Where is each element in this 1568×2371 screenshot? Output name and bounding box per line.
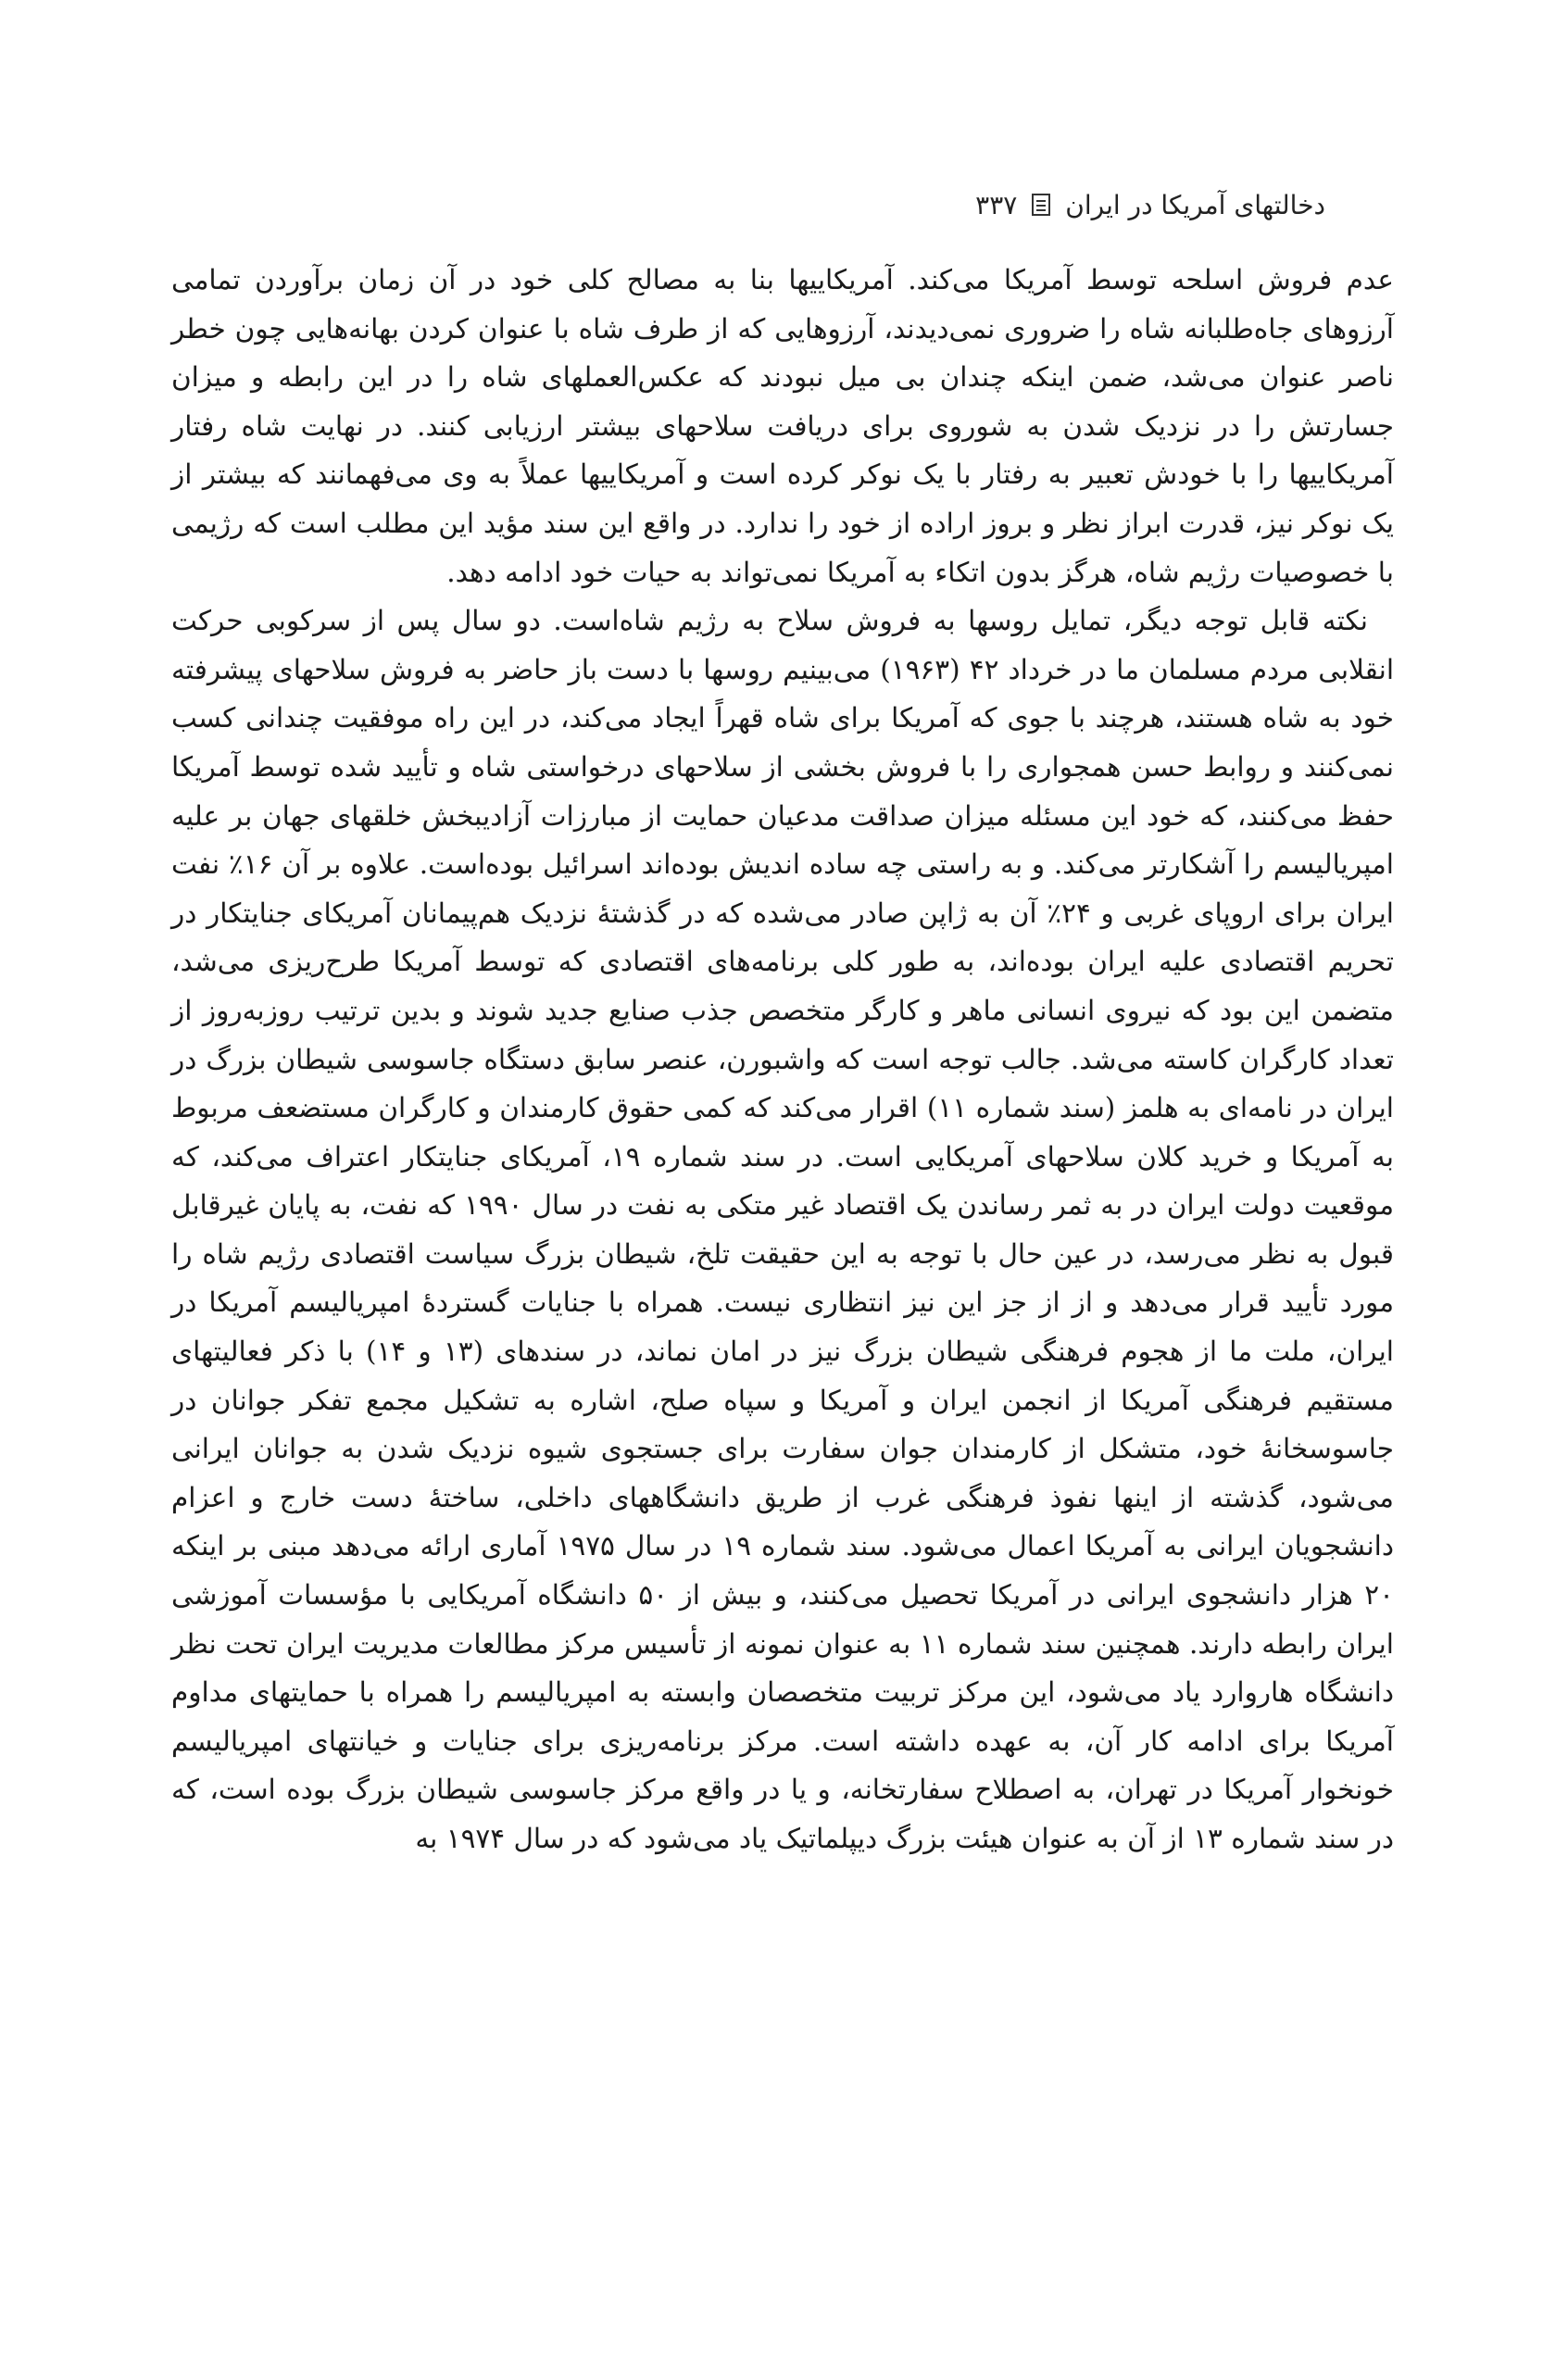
page-number: ۳۳۷ [975,189,1018,220]
paragraph-2: نکته قابل توجه دیگر، تمایل روسها به فروش سلاح به رژیم شاه‌است. دو سال پس از سرکوبی حرکت انقلابی مردم مسلمان ما در خرداد ۴۲ (۱۹۶۳) می‌بینیم روسها با دست باز حاضر به فروش سلاحهای پیشرفته خود به شاه هستند، هرچند با جوی که آمریکا برای شاه قهراً ایجاد می‌کند، در این راه موفقیت چندانی کسب نمی‌کنند و روابط حسن همجواری را با فروش بخشی از سلاحهای درخواستی شاه و تأیید شده توسط آمریکا حفظ می‌کنند، که خود این مسئله میزان صداقت مدعیان حمایت از مبارزات آزادیبخش خلقهای جهان بر علیه امپریالیسم را آشکارتر می‌کند. و به راستی چه ساده اندیش بوده‌اند اسرائیل بوده‌است. علاوه بر آن ۱۶٪ نفت ایران برای اروپای غربی و ۲۴٪ آن به ژاپن صادر می‌شده که در گذشتهٔ نزدیک هم‌پیمانان آمریکای جنایتکار در تحریم اقتصادی علیه ایران بوده‌اند، به طور کلی برنامه‌های اقتصادی که توسط آمریکا طرح‌ریزی می‌شد، متضمن این بود که نیروی انسانی ماهر و کارگر متخصص جذب صنایع جدید شوند و بدین ترتیب روزبه‌روز از تعداد کارگران کاسته می‌شد. جالب توجه است که واشبورن، عنصر سابق دستگاه جاسوسی شیطان بزرگ در ایران در نامه‌ای به هلمز (سند شماره ۱۱) اقرار می‌کند که کمی حقوق کارمندان و کارگران مستضعف مربوط به آمریکا و خرید کلان سلاحهای آمریکایی است. در سند شماره ۱۹، آمریکای جنایتکار اعتراف می‌کند، که موقعیت دولت ایران در به ثمر رساندن یک اقتصاد غیر متکی به نفت در سال ۱۹۹۰ که نفت، به پایان غیرقابل قبول به نظر می‌رسد، در عین حال با توجه به این حقیقت تلخ، شیطان بزرگ سیاست اقتصادی رژیم شاه را مورد تأیید قرار می‌دهد و از از جز این نیز انتظاری نیست. همراه با جنایات گستردهٔ امپریالیسم آمریکا در ایران، ملت ما از هجوم فرهنگی شیطان بزرگ نیز در امان نماند، در سندهای (۱۳ و ۱۴) با ذکر فعالیتهای مستقیم فرهنگی آمریکا از انجمن ایران و آمریکا و سپاه صلح، اشاره به تشکیل مجمع تفکر جوانان در جاسوسخانهٔ خود، متشکل از کارمندان جوان سفارت برای جستجوی شیوه نزدیک شدن به جوانان ایرانی می‌شود، گذشته از اینها نفوذ فرهنگی غرب از طریق دانشگاههای داخلی، ساختهٔ دست خارج و اعزام دانشجویان ایرانی به آمریکا اعمال می‌شود. سند شماره ۱۹ در سال ۱۹۷۵ آماری ارائه می‌دهد مبنی بر اینکه ۲۰ هزار دانشجوی ایرانی در آمریکا تحصیل می‌کنند، و بیش از ۵۰ دانشگاه آمریکایی با مؤسسات آموزشی ایران رابطه دارند. همچنین سند شماره ۱۱ به عنوان نمونه از تأسیس مرکز مطالعات مدیریت ایران تحت نظر دانشگاه هاروارد یاد می‌شود، این مرکز تربیت متخصصان وابسته به امپریالیسم را همراه با حمایتهای مداوم آمریکا برای ادامه کار آن، به عهده داشته است. مرکز برنامه‌ریزی برای جنایات و خیانتهای امپریالیسم خونخوار آمریکا در تهران، به اصطلاح سفارتخانه، و یا در واقع مرکز جاسوسی شیطان بزرگ بوده است، که در سند شماره ۱۳ از آن به عنوان هیئت بزرگ دیپلماتیک یاد می‌شود که در سال ۱۹۷۴ به [171,605,1395,1854]
paragraph-1: عدم فروش اسلحه توسط آمریکا می‌کند. آمریکاییها بنا به مصالح کلی خود در آن زمان برآوردن تمامی آرزوهای جاه‌طلبانه شاه را ضروری نمی‌دیدند، آرزوهایی که از طرف شاه با عنوان کردن بهانه‌هایی چون خطر ناصر عنوان می‌شد، ضمن اینکه چندان بی میل نبودند که عکس‌العملهای شاه را در این رابطه و میزان جسارتش را در نزدیک شدن به شوروی برای دریافت سلاحهای بیشتر ارزیابی کنند. در نهایت شاه رفتار آمریکاییها را با خودش تعبیر به رفتار با یک نوکر کرده است و آمریکاییها عملاً به وی می‌فهمانند که بیشتر از یک نوکر نیز، قدرت ابراز نظر و بروز اراده از خود را ندارد. در واقع این سند مؤید این مطلب است که رژیمی با خصوصیات رژیم شاه، هرگز بدون اتکاء به آمریکا نمی‌تواند به حیات خود ادامه دهد. [171,264,1394,588]
page-icon [1032,194,1050,216]
chapter-title: دخالتهای آمریکا در ایران [1065,189,1325,220]
body-text [171,256,1394,1863]
running-header [243,181,1325,229]
